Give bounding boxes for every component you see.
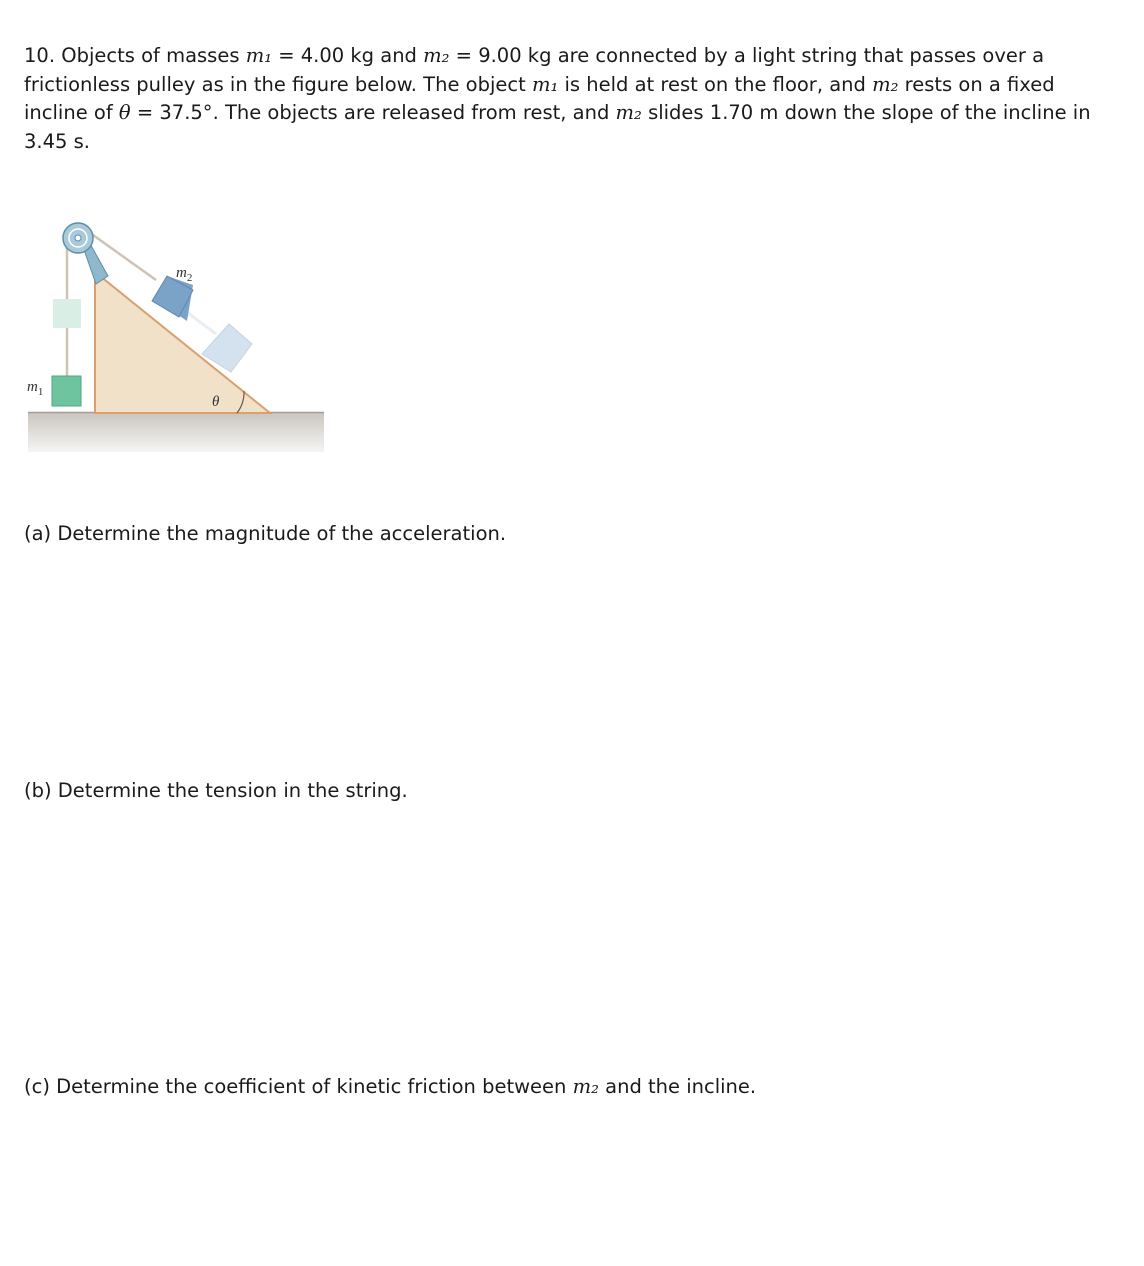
question-b: (b) Determine the tension in the string.	[24, 779, 408, 802]
m2-value: = 9.00 kg	[455, 44, 552, 67]
label-m2: $m_2$	[176, 265, 193, 284]
question-a: (a) Determine the magnitude of the acceleration.	[24, 522, 507, 545]
block-m1-ghost	[53, 299, 81, 328]
string-ghost	[184, 310, 216, 334]
theta-value: = 37.5°	[136, 101, 213, 124]
label-m1: $m_1$	[27, 379, 44, 398]
label-theta: θ	[212, 394, 220, 410]
problem-statement: 10. Objects of masses m₁ = 4.00 kg and m₂ = 9.00 kg are connected by a light string that passes over a frictionless pulley as in the figure below. The object m₁ is held at rest on the floor, and m₂ rests on a fixed incline of θ = 37.5°. The objects are released from rest, and m₂ slides 1.70 m down the slope of the incline in 3.45 s.	[24, 44, 1091, 153]
incline-pulley-figure	[24, 218, 326, 458]
m1-symbol: m₁	[245, 44, 273, 67]
m2-symbol: m₂	[423, 44, 450, 67]
m1-value: = 4.00 kg	[278, 44, 375, 67]
block-m1	[52, 376, 81, 406]
floor	[28, 412, 324, 452]
question-c: (c) Determine the coefficient of kinetic friction between m₂ and the incline.	[24, 1075, 757, 1098]
problem-number: 10.	[24, 44, 56, 67]
theta-symbol: θ	[118, 101, 131, 124]
pulley-axle	[75, 235, 81, 241]
